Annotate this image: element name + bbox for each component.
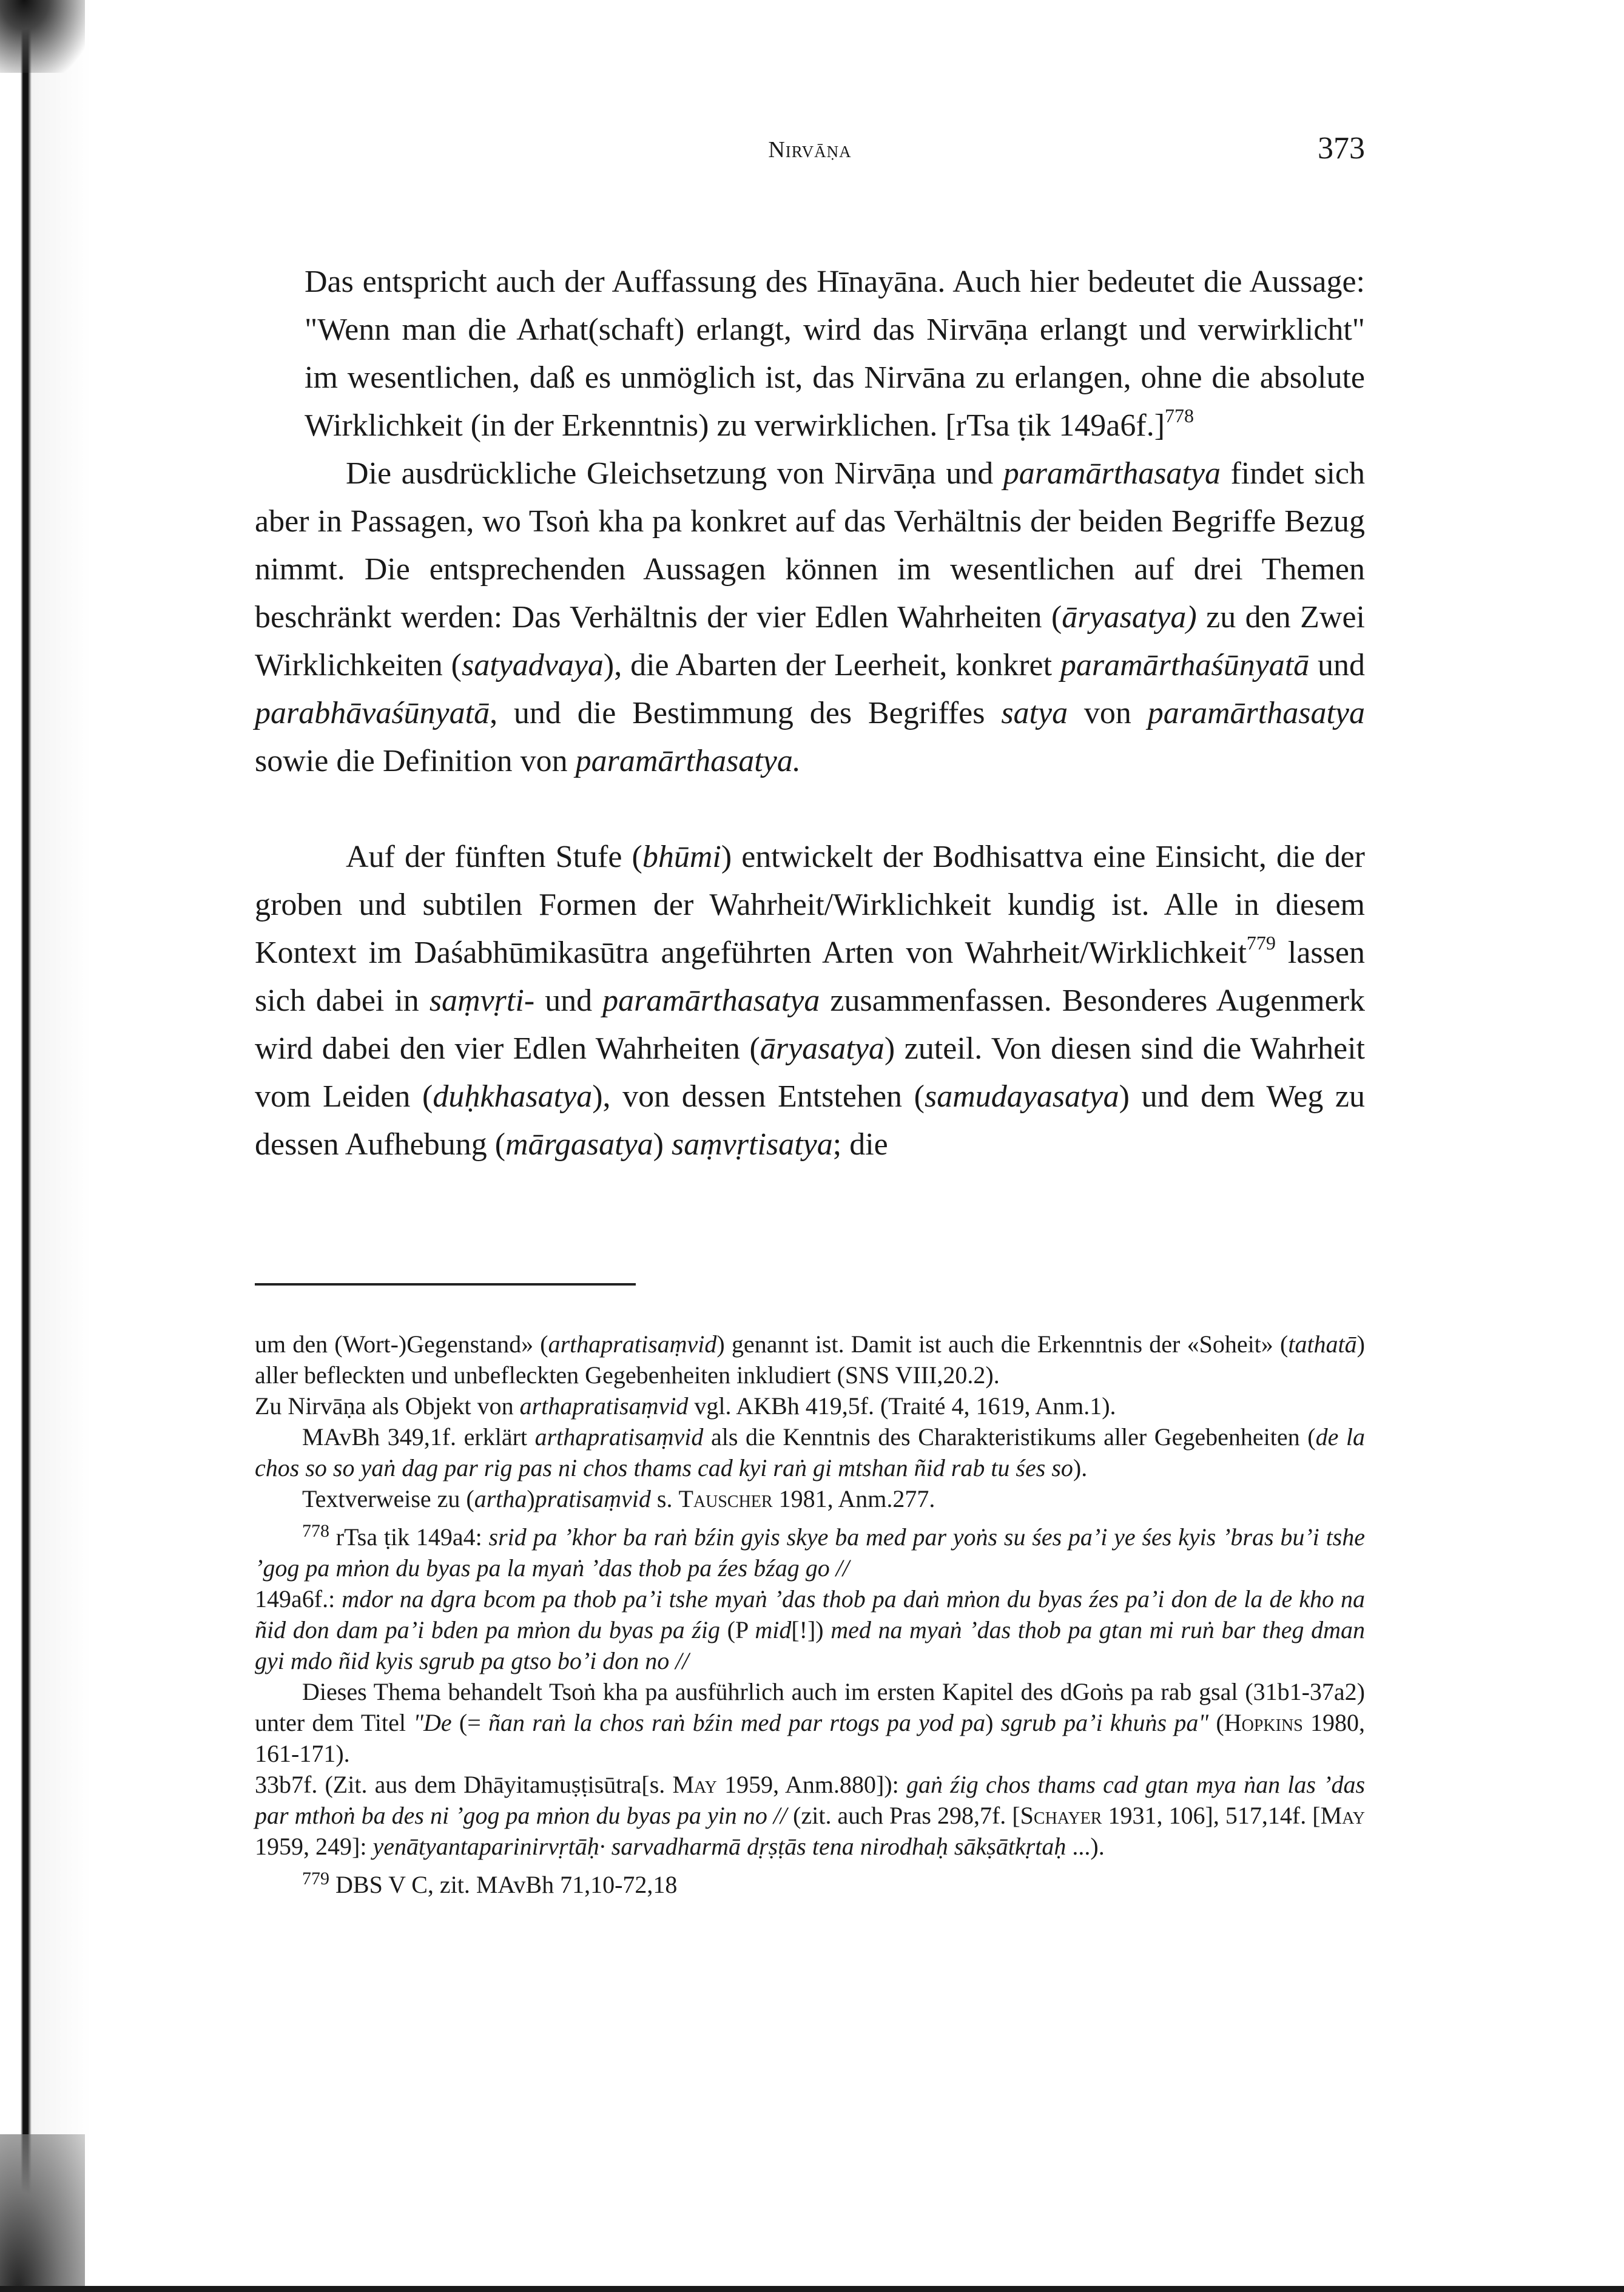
footnote-ref-779[interactable]: 779: [1246, 932, 1276, 954]
running-title: Nirvāṇa: [768, 137, 852, 163]
running-head: [255, 124, 1365, 173]
scan-shadow-top: [0, 0, 85, 73]
scan-shadow-bottom: [0, 2134, 85, 2292]
footnote-778-part-3: Dieses Thema behandelt Tsoṅ kha pa ausführlich auch im ersten Kapitel des dGoṅs pa rab gsal (31b1-37a2) unter dem Titel "De (= ñan raṅ la chos raṅ bźin med par rtogs pa yod pa) sgrub pa’i khuṅs pa" (Hopkins 1980, 161-171).: [255, 1678, 1366, 1767]
footnote-number-779: 779: [302, 1869, 329, 1889]
footnote-778-part-2: 149a6f.: mdor na dgra bcom pa thob pa’i tshe myaṅ ’das thob pa daṅ mṅon du byas źes pa’i don de la de kho na ñid don dam pa’i bden pa mṅon du byas pa źig (P mid[!]) med na myaṅ ’das thob pa gtan mi ruṅ bar theg dman gyi mdo ñid kyis sgrub pa gtso bo’i don no //: [255, 1585, 1366, 1674]
paragraph-3: Auf der fünften Stufe (bhūmi) entwickelt der Bodhisattva eine Einsicht, die der groben und subtilen Formen der Wahrheit/Wirklichkeit kundig ist. Alle in diesem Kontext im Daśabhūmikasūtra angeführten Arten von Wahrheit/Wirklichkeit$^{779}$ lassen sich dabei in saṃvṛti- und paramārthasatya zusammenfassen. Besonderes Augenmerk wird dabei den vier Edlen Wahrheiten (āryasatya) zuteil. Von diesen sind die Wahrheit vom Leiden (duḥkhasatya), von dessen Entstehen (samudayasatya) und dem Weg zu dessen Aufhebung (mārgasatya) saṃvṛtisatya; die: [255, 840, 1366, 1162]
paragraph-2: Die ausdrückliche Gleichsetzung von Nirvāṇa und paramārthasatya findet sich aber in Passagen, wo Tsoṅ kha pa konkret auf das Verhältnis der beiden Begriffe Bezug nimmt. Die entsprechenden Aussagen können im wesentlichen auf drei Themen beschränkt werden: Das Verhältnis der vier Edlen Wahrheiten (āryasatya) zu den Zwei Wirklichkeiten (satyadvaya), die Abarten der Leerheit, konkret paramārthaśūnyatā und parabhāvaśūnyatā, und die Bestimmung des Begriffes satya von paramārthasatya sowie die Definition von paramārthasatya.: [255, 456, 1366, 778]
footnote-778: $^{778}$ rTsa ṭik 149a4: srid pa ’khor ba raṅ bźin gyis skye ba med par yoṅs su śes pa’i ye śes kyis ’bras bu’i tshe ’gog pa mṅon du byas pa la myaṅ ’das thob pa źes bźag go //: [255, 1521, 1365, 1582]
footnote-779: $^{779}$ DBS V C, zit. MAvBh 71,10-72,18: [302, 1869, 678, 1898]
footnote-continued-1: um den (Wort-)Gegenstand» (arthapratisaṃvid) genannt ist. Damit ist auch die Erkenntnis der «Soheit» (tathatā) aller befleckten und unbefleckten Gegebenheiten inkludiert (SNS VIII,20.2).: [255, 1330, 1365, 1389]
footnote-separator: [255, 1283, 636, 1286]
footnote-continued-3: MAvBh 349,1f. erklärt arthapratisaṃvid als die Kenntnis des Charakteristikums aller Gegebenheiten (de la chos so so yaṅ dag par rig pas ni chos thams cad kyi raṅ gi mtshan ñid rab tu śes so).: [255, 1423, 1366, 1481]
footnote-ref-778[interactable]: 778: [1165, 405, 1194, 426]
paragraph-gap: [255, 785, 1365, 833]
footnote-number-778: 778: [302, 1521, 329, 1541]
footnote-continued-2: Zu Nirvāṇa als Objekt von arthapratisaṃvid vgl. AKBh 419,5f. (Traité 4, 1619, Anm.1).: [255, 1392, 1116, 1420]
footnotes: [255, 1329, 1365, 1900]
scan-bottom-edge: [0, 2286, 1624, 2292]
page-number: 373: [1318, 131, 1365, 166]
main-text: [255, 258, 1365, 1168]
footnote-continued-4: Textverweise zu (artha)pratisaṃvid s. Tauscher 1981, Anm.277.: [302, 1485, 935, 1512]
book-spine-shadow: [0, 0, 91, 2292]
paragraph-1: Das entspricht auch der Auffassung des Hīnayāna. Auch hier bedeutet die Aussage: "Wenn man die Arhat(schaft) erlangt, wird das Nirvāṇa erlangt und verwirklicht" im wesentlichen, daß es unmöglich ist, das Nirvāna zu erlangen, ohne die absolute Wirklichkeit (in der Erkenntnis) zu verwirklichen. [rTsa ṭik 149a6f.]$^{778}$: [305, 265, 1365, 443]
footnote-778-part-4: 33b7f. (Zit. aus dem Dhāyitamuṣṭisūtra[s. May 1959, Anm.880]): gaṅ źig chos thams cad gtan mya ṅan las ’das par mthoṅ ba des ni ’gog pa mṅon du byas pa yin no // (zit. auch Pras 298,7f. [Schayer 1931, 106], 517,14f. [May 1959, 249]: yenātyantaparinirvṛtāḥ· sarvadharmā dṛṣṭās tena nirodhaḥ sākṣātkṛtaḥ ...).: [255, 1771, 1366, 1860]
